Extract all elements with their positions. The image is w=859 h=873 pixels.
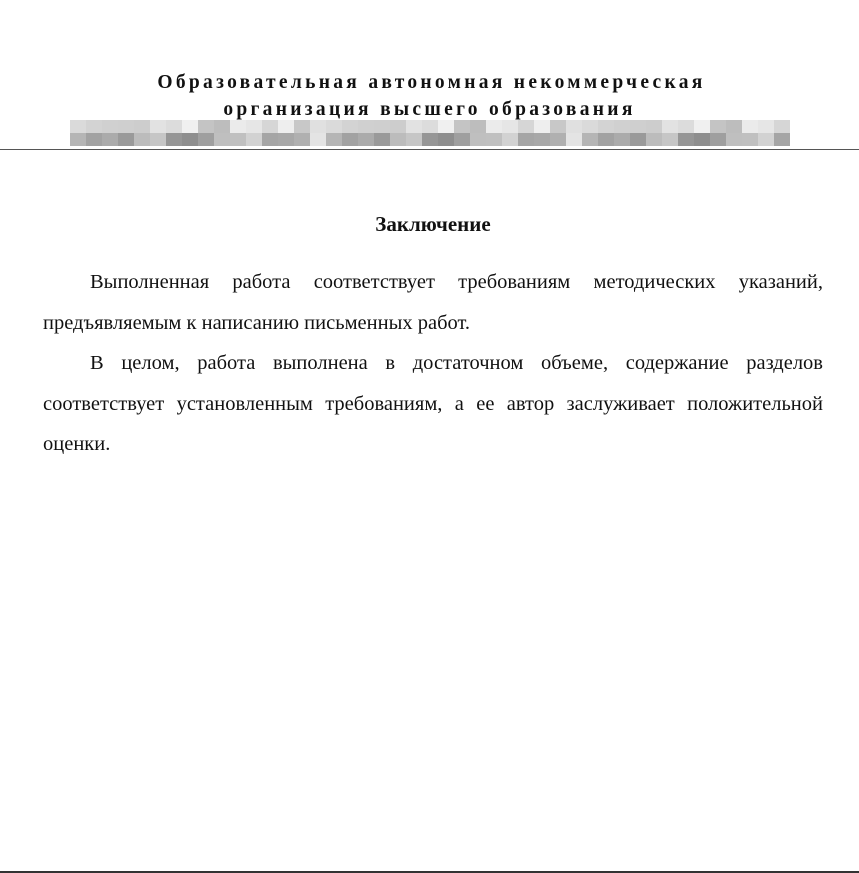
redaction-pixel: [630, 133, 646, 146]
redaction-pixel: [86, 133, 102, 146]
redaction-pixel: [710, 133, 726, 146]
redaction-pixel: [502, 133, 518, 146]
redaction-pixel: [374, 133, 390, 146]
redaction-pixel: [774, 133, 790, 146]
redaction-pixel: [742, 133, 758, 146]
redaction-pixel: [70, 133, 86, 146]
redaction-pixel: [422, 133, 438, 146]
redaction-pixel: [566, 133, 582, 146]
redaction-pixel: [726, 133, 742, 146]
redaction-pixel: [438, 133, 454, 146]
redaction-pixel: [294, 133, 310, 146]
document-body: [43, 200, 823, 465]
redaction-pixel: [406, 133, 422, 146]
header-divider: [0, 149, 859, 150]
redaction-pixel: [678, 133, 694, 146]
redaction-pixel: [310, 133, 326, 146]
redaction-pixel: [326, 133, 342, 146]
redaction-pixel: [182, 133, 198, 146]
redaction-pixel: [198, 133, 214, 146]
redaction-row: [70, 133, 794, 146]
redaction-pixel: [342, 133, 358, 146]
redaction-pixel: [262, 133, 278, 146]
redaction-pixel: [662, 133, 678, 146]
section-title: Заключение: [375, 212, 491, 236]
redaction-pixel: [486, 133, 502, 146]
redaction-pixel: [518, 133, 534, 146]
redaction-pixel: [694, 133, 710, 146]
redaction-pixel: [758, 133, 774, 146]
organization-name-line-2: организация высшего образования: [223, 99, 636, 120]
page-header: [0, 0, 859, 150]
redaction-pixel: [390, 133, 406, 146]
redaction-pixel: [582, 133, 598, 146]
redaction-pixel: [230, 133, 246, 146]
paragraph-1: Выполненная работа соответствует требованиям методических указаний, предъявляемым к написанию письменных работ.: [43, 271, 823, 334]
redaction-pixel: [278, 133, 294, 146]
redaction-pixel: [214, 133, 230, 146]
redaction-pixel: [614, 133, 630, 146]
redaction-pixel: [358, 133, 374, 146]
organization-name-line-1: Образовательная автономная некоммерческая: [157, 72, 706, 93]
redaction-pixel: [534, 133, 550, 146]
redaction-pixel: [646, 133, 662, 146]
redaction-pixel: [598, 133, 614, 146]
redaction-pixel: [550, 133, 566, 146]
redaction-pixel: [454, 133, 470, 146]
redaction-pixel: [470, 133, 486, 146]
redaction-pixel: [102, 133, 118, 146]
redaction-pixel: [246, 133, 262, 146]
redacted-text-block: [70, 120, 794, 146]
redaction-pixel: [150, 133, 166, 146]
redaction-pixel: [118, 133, 134, 146]
paragraph-2: В целом, работа выполнена в достаточном объеме, содержание разделов соответствует установленным требованиям, а ее автор заслуживает положительной оценки.: [43, 352, 823, 455]
redaction-pixel: [134, 133, 150, 146]
redaction-pixel: [166, 133, 182, 146]
